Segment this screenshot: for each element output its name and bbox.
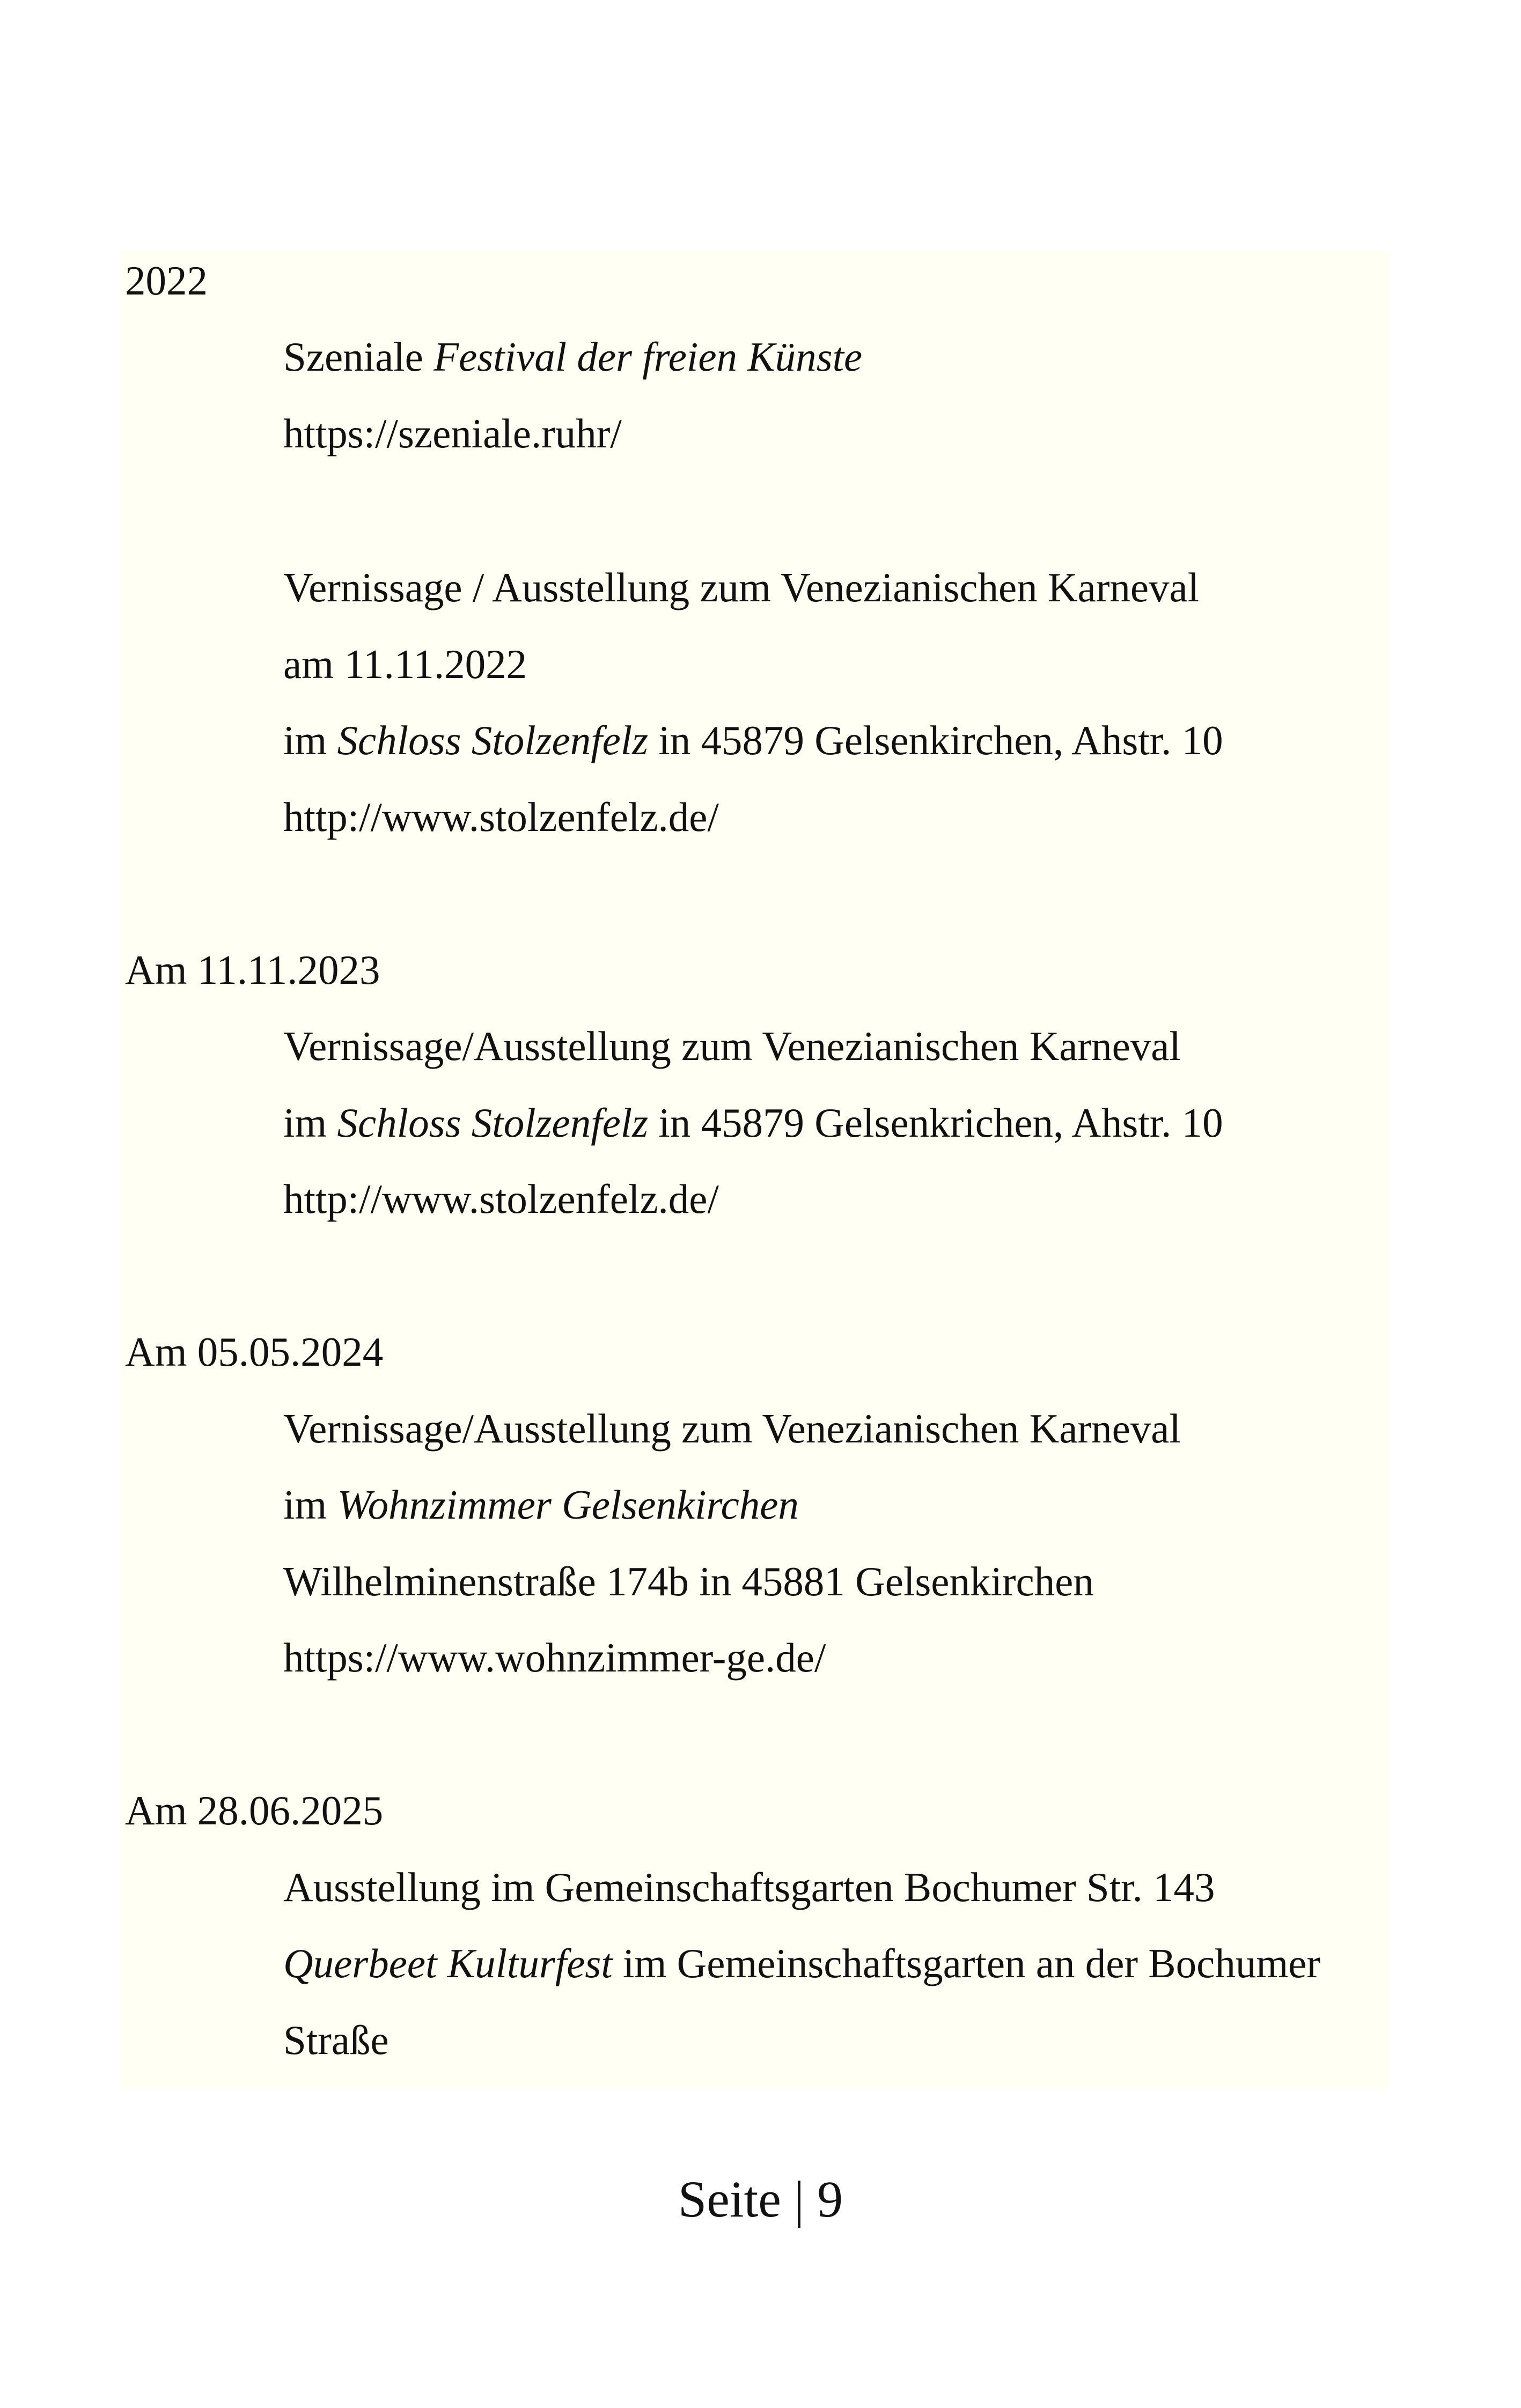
entry-line: Vernissage / Ausstellung zum Venezianischen Karneval xyxy=(283,564,1200,610)
entry-line: Vernissage/Ausstellung zum Venezianischen Karneval xyxy=(283,1405,1181,1452)
table-background-entry-column xyxy=(279,250,1390,2089)
section-date: 2022 xyxy=(125,257,208,304)
entry-line: Vernissage/Ausstellung zum Venezianischen Karneval xyxy=(283,1023,1181,1069)
page-number: Seite | 9 xyxy=(678,2170,843,2228)
section-date: Am 11.11.2023 xyxy=(125,947,380,993)
entry-line: im Schloss Stolzenfelz in 45879 Gelsenkrichen, Ahstr. 10 xyxy=(283,1100,1223,1146)
entry-link[interactable]: https://szeniale.ruhr/ xyxy=(283,410,622,456)
entry-line: im Schloss Stolzenfelz in 45879 Gelsenkirchen, Ahstr. 10 xyxy=(283,717,1223,763)
entry-line: Querbeet Kulturfest im Gemeinschaftsgarten an der Bochumer xyxy=(283,1940,1321,1986)
entry-link[interactable]: http://www.stolzenfelz.de/ xyxy=(283,1176,719,1222)
entry-link[interactable]: http://www.stolzenfelz.de/ xyxy=(283,794,719,840)
entry-line: Straße xyxy=(283,2017,389,2063)
entry-line: am 11.11.2022 xyxy=(283,641,527,687)
section-date: Am 28.06.2025 xyxy=(125,1787,384,1833)
entry-line: Wilhelminenstraße 174b in 45881 Gelsenkirchen xyxy=(283,1558,1094,1604)
entry-line: Ausstellung im Gemeinschaftsgarten Bochumer Str. 143 xyxy=(283,1864,1215,1910)
entry-line: Szeniale Festival der freien Künste xyxy=(283,334,863,380)
section-date: Am 05.05.2024 xyxy=(125,1329,384,1375)
entry-line: im Wohnzimmer Gelsenkirchen xyxy=(283,1482,799,1528)
entry-link[interactable]: https://www.wohnzimmer-ge.de/ xyxy=(283,1634,826,1681)
